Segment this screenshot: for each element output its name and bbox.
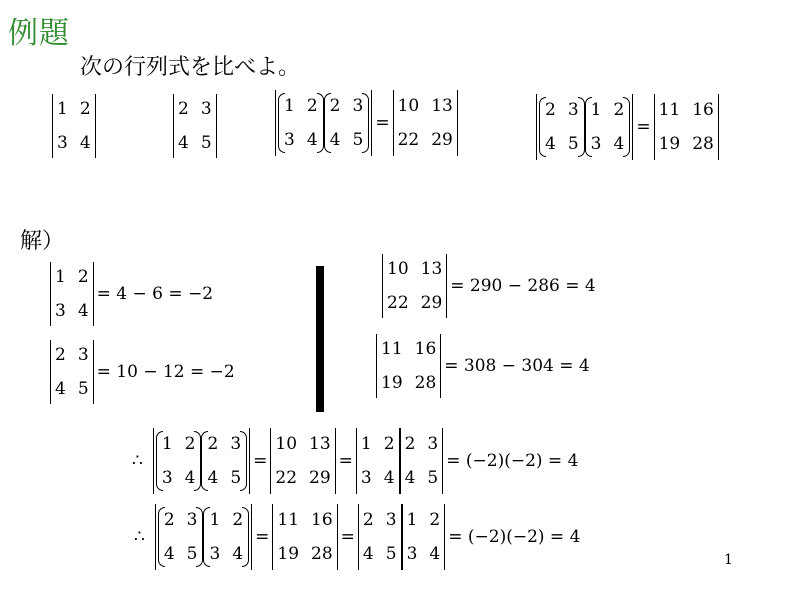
matrix-entry: 29 [420, 293, 443, 313]
matrix-entry: 3 [567, 100, 579, 120]
det-AB [393, 90, 458, 156]
matrix-grid [274, 430, 331, 492]
matrix-entry: 4 [163, 544, 175, 564]
matrix-entry: 13 [431, 96, 453, 116]
matrix-entry: 4 [429, 544, 441, 564]
matrix-entry: 3 [406, 544, 418, 564]
matrix-entry: 28 [692, 134, 714, 154]
matrix-entry: 3 [590, 134, 602, 154]
matrix-entry: 5 [200, 133, 212, 153]
matrix-entry: 2 [77, 267, 89, 287]
matrix-grid [206, 430, 242, 492]
matrix-entry: 3 [427, 434, 439, 454]
matrix-entry: 2 [55, 345, 66, 365]
solution-label: 解） [20, 229, 65, 254]
matrix-grid [283, 92, 319, 154]
matrix-entry: 3 [55, 301, 66, 321]
matrix-entry: 2 [545, 100, 556, 120]
matrix-entry: 4 [404, 468, 416, 488]
solution-det-A [50, 262, 216, 326]
matrix-grid [544, 96, 580, 158]
matrix-entry: 22 [275, 468, 298, 488]
matrix-entry: 29 [309, 468, 331, 488]
matrix-entry: 1 [209, 510, 221, 530]
matrix-entry: 5 [385, 544, 397, 564]
matrix-entry: 4 [55, 379, 66, 399]
matrix-entry: 4 [545, 134, 556, 154]
matrix-entry: 1 [284, 96, 295, 116]
page-number: 1 [724, 552, 733, 568]
matrix-entry: 4 [178, 133, 189, 153]
therefore-BA [134, 504, 583, 570]
matrix-entry: 2 [79, 99, 91, 119]
matrix-entry: 28 [311, 544, 333, 564]
matrix-entry: 19 [277, 544, 300, 564]
problem-det-AB [275, 90, 458, 156]
matrix-grid [362, 506, 398, 568]
matrix-entry: 2 [163, 510, 175, 530]
matrix-entry: 11 [658, 100, 681, 120]
product-result: = (−2)(−2) = 4 [448, 527, 581, 547]
matrix-entry: 5 [567, 134, 579, 154]
matrix-grid [406, 506, 442, 568]
therefore-AB [132, 428, 581, 494]
matrix-grid [397, 92, 454, 154]
matrix-entry: 3 [57, 133, 68, 153]
matrix-entry: 1 [57, 99, 68, 119]
matrix-A [156, 430, 202, 492]
matrix-grid [54, 341, 90, 403]
solution-det-B [50, 340, 238, 404]
product-result: = (−2)(−2) = 4 [446, 451, 579, 471]
problem-det-B [173, 94, 217, 158]
matrix-entry: 4 [329, 130, 341, 150]
matrix-entry: 5 [352, 130, 364, 150]
equals-sign: = [338, 451, 353, 471]
matrix-entry: 4 [77, 301, 89, 321]
matrix-entry: 5 [230, 468, 242, 488]
matrix-A [278, 92, 324, 154]
matrix-entry: 11 [381, 339, 403, 359]
matrix-entry: 3 [360, 468, 372, 488]
det-BA [376, 334, 441, 398]
matrix-entry: 3 [352, 96, 364, 116]
det-AB [382, 254, 447, 318]
matrix-entry: 10 [275, 434, 298, 454]
matrix-entry: 22 [387, 293, 409, 313]
matrix-entry: 2 [306, 96, 318, 116]
problem-det-A [52, 94, 96, 158]
matrix-entry: 16 [692, 100, 714, 120]
det-B [358, 504, 402, 570]
matrix-entry: 2 [383, 434, 395, 454]
det-BA [272, 504, 337, 570]
matrix-entry: 13 [309, 434, 331, 454]
det-A [402, 504, 446, 570]
matrix-entry: 2 [429, 510, 441, 530]
matrix-A [203, 506, 249, 568]
matrix-entry: 1 [161, 434, 173, 454]
matrix-entry: 3 [209, 544, 221, 564]
matrix-entry: 19 [381, 373, 403, 393]
det-A-times-B [153, 428, 250, 494]
matrix-entry: 2 [362, 510, 374, 530]
matrix-entry: 29 [431, 130, 453, 150]
det-B [400, 428, 444, 494]
equals-sign: = [375, 113, 390, 133]
equals-sign: = [340, 527, 355, 547]
matrix-grid [380, 335, 437, 397]
matrix-grid [360, 430, 396, 492]
matrix-entry: 2 [613, 100, 625, 120]
det-B [50, 340, 94, 404]
equals-sign: = [636, 117, 651, 137]
matrix-entry: 11 [277, 510, 300, 530]
therefore-symbol: ∴ [134, 527, 145, 547]
matrix-entry: 4 [383, 468, 395, 488]
det-BA-result: = 308 − 304 = 4 [444, 356, 590, 376]
solution-det-AB [382, 254, 599, 318]
det-BA [654, 94, 719, 160]
problem-statement: 次の行列式を比べよ。 [80, 55, 301, 80]
matrix-entry: 3 [186, 510, 198, 530]
matrix-entry: 3 [161, 468, 173, 488]
det-A-times-B [275, 90, 372, 156]
matrix-B [201, 430, 247, 492]
matrix-grid [163, 506, 199, 568]
matrix-entry: 19 [658, 134, 681, 154]
matrix-entry: 10 [387, 259, 409, 279]
matrix-grid [56, 95, 92, 157]
det-B-times-A [155, 504, 252, 570]
matrix-entry: 2 [207, 434, 219, 454]
matrix-entry: 5 [77, 379, 89, 399]
matrix-entry: 5 [186, 544, 198, 564]
matrix-grid [386, 255, 443, 317]
matrix-grid [276, 506, 333, 568]
matrix-entry: 4 [362, 544, 374, 564]
det-B [173, 94, 217, 158]
det-A [52, 94, 96, 158]
matrix-entry: 3 [230, 434, 242, 454]
equals-sign: = [253, 451, 268, 471]
therefore-symbol: ∴ [132, 451, 143, 471]
matrix-entry: 2 [178, 99, 189, 119]
matrix-grid [329, 92, 365, 154]
matrix-entry: 4 [184, 468, 196, 488]
matrix-entry: 2 [404, 434, 416, 454]
matrix-entry: 1 [406, 510, 418, 530]
matrix-entry: 4 [232, 544, 244, 564]
matrix-entry: 3 [284, 130, 295, 150]
matrix-entry: 10 [397, 96, 420, 116]
matrix-entry: 16 [311, 510, 333, 530]
equals-sign: = [255, 527, 270, 547]
det-B-result: = 10 − 12 = −2 [96, 362, 235, 382]
matrix-entry: 4 [613, 134, 625, 154]
matrix-entry: 16 [414, 339, 437, 359]
matrix-grid [658, 96, 715, 158]
det-A [50, 262, 94, 326]
det-AB-result: = 290 − 286 = 4 [450, 276, 596, 296]
matrix-entry: 13 [420, 259, 443, 279]
matrix-entry: 2 [232, 510, 244, 530]
matrix-B [158, 506, 204, 568]
matrix-entry: 2 [184, 434, 196, 454]
problem-det-BA [536, 94, 719, 160]
det-B-times-A [536, 94, 633, 160]
solution-det-BA [376, 334, 593, 398]
column-divider [316, 266, 324, 412]
slide-title: 例題 [8, 16, 70, 51]
matrix-entry: 4 [79, 133, 91, 153]
matrix-entry: 4 [306, 130, 318, 150]
matrix-grid [161, 430, 197, 492]
matrix-grid [208, 506, 244, 568]
det-AB [270, 428, 335, 494]
matrix-entry: 3 [385, 510, 397, 530]
matrix-A [585, 96, 631, 158]
matrix-entry: 1 [360, 434, 372, 454]
matrix-entry: 2 [329, 96, 341, 116]
matrix-entry: 1 [55, 267, 66, 287]
matrix-entry: 28 [414, 373, 437, 393]
matrix-entry: 3 [200, 99, 212, 119]
matrix-B [324, 92, 370, 154]
matrix-grid [404, 430, 440, 492]
matrix-grid [54, 263, 90, 325]
det-A-result: = 4 − 6 = −2 [96, 284, 214, 304]
matrix-entry: 1 [590, 100, 602, 120]
matrix-entry: 4 [207, 468, 219, 488]
matrix-grid [590, 96, 626, 158]
det-A [356, 428, 400, 494]
matrix-B [539, 96, 585, 158]
matrix-entry: 22 [397, 130, 420, 150]
matrix-entry: 3 [77, 345, 89, 365]
matrix-grid [177, 95, 213, 157]
matrix-entry: 5 [427, 468, 439, 488]
